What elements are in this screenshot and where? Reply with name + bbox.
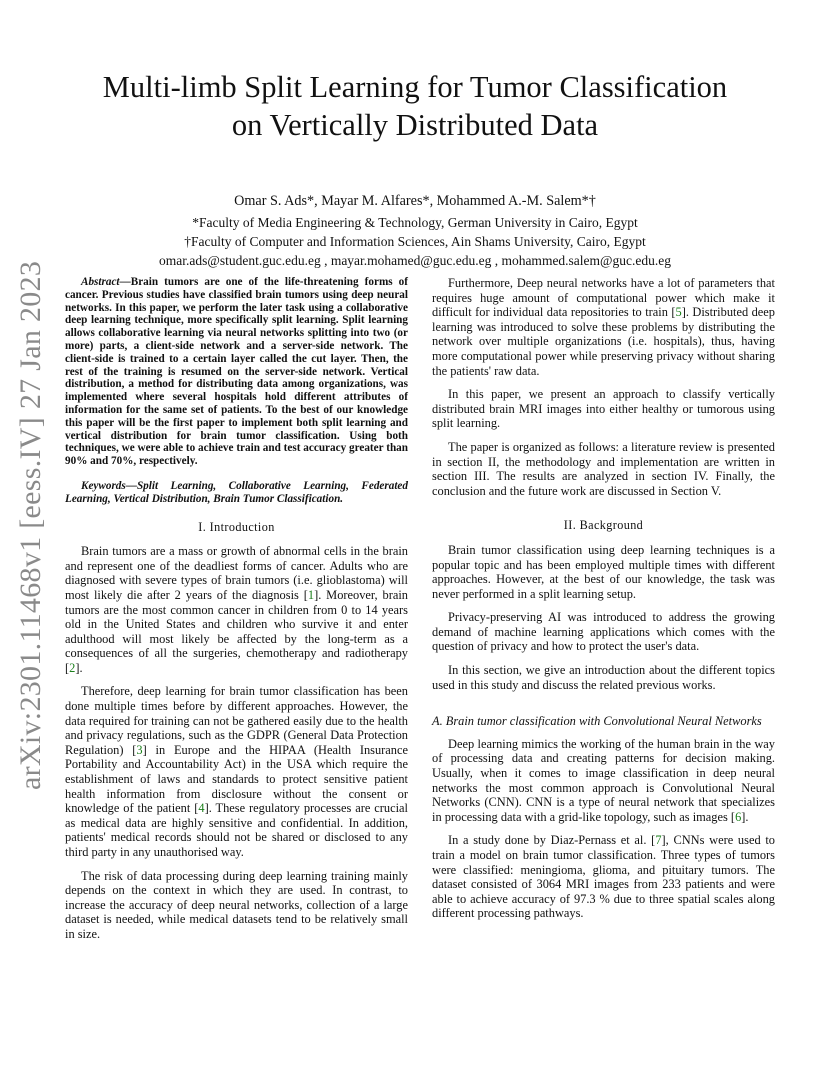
citation-link[interactable]: [ 3 ] xyxy=(132,743,146,757)
abstract-text: —Brain tumors are one of the life-threatening forms of cancer. Previous studies have classified brain tumors using deep neural networks. In this paper, we perform the later task using a collaborative deep learning technique, more specifically split learning. Split learning allows collaborative learning via neural networks splitting into two (or more) parts, a client-side network and a server-side network. The client-side is trained to a certain layer called the cut layer. Then, the rest of the training is resumed on the server-side network. Vertical distribution, a method for distributing data among organizations, was implemented where several hospitals hold different attributes of information for the same set of patients. To the best of our knowledge this paper will be the first paper to implement both split learning and vertical distribution for brain tumor classification. Using both techniques, we were able to achieve train and test accuracy greater than 90% and 70%, respectively. xyxy=(65,276,408,468)
keywords-text: —Split Learning, Collaborative Learning, Federated Learning, Vertical Distribution, Brain Tumor Classification. xyxy=(65,479,408,505)
right-p1-text-a: Furthermore, Deep neural networks have a lot of parameters that requires huge amount of computational power which make it difficult for individual data repositories to train xyxy=(432,276,775,320)
cnn-paragraph-2 xyxy=(432,833,775,921)
affiliation-2: †Faculty of Computer and Information Sciences, Ain Shams University, Cairo, Egypt xyxy=(184,234,646,249)
abstract-paragraph xyxy=(65,276,408,468)
intro-paragraph-2 xyxy=(65,684,408,859)
citation-link[interactable]: [ 1 ] xyxy=(304,588,318,602)
cnn-paragraph-1 xyxy=(432,737,775,825)
intro-paragraph-3: The risk of data processing during deep learning training mainly depends on the context in which they are used. In contrast, to increase the accuracy of deep neural networks, collection of a large dataset is needed, while medical datasets tend to be relatively small in size. xyxy=(65,868,408,941)
cnn-p2-text-b: , CNNs were used to train a model on brain tumor classification. Three types of tumors were classified: meningioma, glioma, and pituitary tumors. The dataset consisted of 3064 MRI images from 233 patients and were able to achieve accuracy of 97.3 % due to three spatial scales along different processing pathways. xyxy=(432,833,775,921)
intro-paragraph-4 xyxy=(432,276,775,378)
keywords-label: Keywords xyxy=(81,479,126,492)
intro-paragraph-1 xyxy=(65,544,408,675)
intro-p2-text-b: in Europe and the HIPAA (Health Insurance Portability and Accountability Act) in the USA which require the establishment of laws and standards to protect sensitive patient health information from disclosure without the consent or knowledge of the patient xyxy=(65,742,408,816)
intro-p2-text-c: . These regulatory processes are crucial as medical data are highly sensitive and confidential. In addition, patients' medical records should not be shared or disclosed to any third party in any unauthorised way. xyxy=(65,801,408,860)
author-names: Omar S. Ads*, Mayar M. Alfares*, Mohammed A.-M. Salem*† xyxy=(234,193,596,209)
subsection-heading-cnn: A. Brain tumor classification with Convolutional Neural Networks xyxy=(432,714,762,729)
cnn-p2-text-a: In a study done by Diaz-Pernass et al. xyxy=(448,833,652,848)
intro-p1-text-b: . Moreover, brain tumors are the most common cancer in children from 0 to 14 years old in the United States and children who survive it and enter adulthood will most likely be affected by the long-term as a consequences of all the surgeries, chemotherapy and radiotherapy xyxy=(65,587,408,661)
title-line-2: on Vertically Distributed Data xyxy=(231,108,599,142)
section-heading-introduction: I. Introduction xyxy=(198,519,275,534)
intro-p1-text-a: Brain tumors are a mass or growth of abnormal cells in the brain and represent one of the deadliest forms of cancer. Adults who are diagnosed with severe types of brain tumors (i.e. glioblastoma) will most likely die after 2 years of the diagnosis xyxy=(65,544,408,602)
citation-link[interactable]: [ 5 ] xyxy=(671,305,685,319)
abstract-label: Abstract xyxy=(81,276,120,288)
citation-link[interactable]: [ 4 ] xyxy=(194,801,208,815)
author-block xyxy=(60,190,770,270)
paper-title xyxy=(60,68,770,144)
background-paragraph-3: In this section, we give an introduction about the different topics used in this study and discuss the related previous works. xyxy=(432,663,775,692)
right-column xyxy=(432,276,775,930)
arxiv-identifier-stamp: arXiv:2301.11468v1 [eess.IV] 27 Jan 2023 xyxy=(14,260,47,790)
abstract xyxy=(65,276,408,506)
background-paragraph-2: Privacy-preserving AI was introduced to address the growing demand of machine learning applications which comes with the question of privacy and how to protect the user's data. xyxy=(432,610,775,654)
cnn-p1-text-b: . xyxy=(745,809,749,824)
background-paragraph-1: Brain tumor classification using deep learning techniques is a popular topic and has been employed multiple times with different approaches. However, at the best of our knowledge, the task was never performed in a split learning setup. xyxy=(432,542,775,601)
author-emails: omar.ads@student.guc.edu.eg , mayar.mohamed@guc.edu.eg , mohammed.salem@guc.edu.eg xyxy=(159,253,671,268)
intro-paragraph-5: In this paper, we present an approach to classify vertically distributed brain MRI images into either healthy or tumorous using split learning. xyxy=(432,387,775,431)
keywords-paragraph xyxy=(65,480,408,506)
section-heading-background: II. Background xyxy=(563,518,644,533)
intro-p2-text-a: Therefore, deep learning for brain tumor classification has been done multiple times before by different approaches. However, the data required for training can not be gathered easily due to the health and privacy regulations, such as the GDPR (General Data Protection Regulation) xyxy=(65,684,408,757)
citation-link[interactable]: [ 6 ] xyxy=(731,810,745,824)
title-line-1: Multi-limb Split Learning for Tumor Classification xyxy=(102,70,728,104)
left-column xyxy=(65,276,408,951)
cnn-p1-text-a: Deep learning mimics the working of the human brain in the way of processing data and creating patterns for decision making. Usually, when it comes to image classification in deep neural networks the most common approach is Convolutional Neural Networks (CNN). CNN is a type of neural network that specializes in processing data with a grid-like topology, such as images xyxy=(432,736,775,824)
right-p1-text-b: . Distributed deep learning was introduced to solve these problems by distributing the network over multiple organizations (i.e. hospitals), thus, having more computational power while preserving privacy without sharing the patients' raw data. xyxy=(432,305,775,378)
citation-link[interactable]: [ 2 ] xyxy=(65,661,79,675)
intro-paragraph-6: The paper is organized as follows: a literature review is presented in section II, the methodology and implementation are written in section III. The results are analyzed in section IV. Finally, the conclusion and the future work are discussed in Section V. xyxy=(432,439,775,498)
citation-link[interactable]: [ 7 ] xyxy=(651,833,665,847)
intro-p1-text-c: . xyxy=(79,660,83,675)
affiliation-1: *Faculty of Media Engineering & Technology, German University in Cairo, Egypt xyxy=(192,215,638,230)
